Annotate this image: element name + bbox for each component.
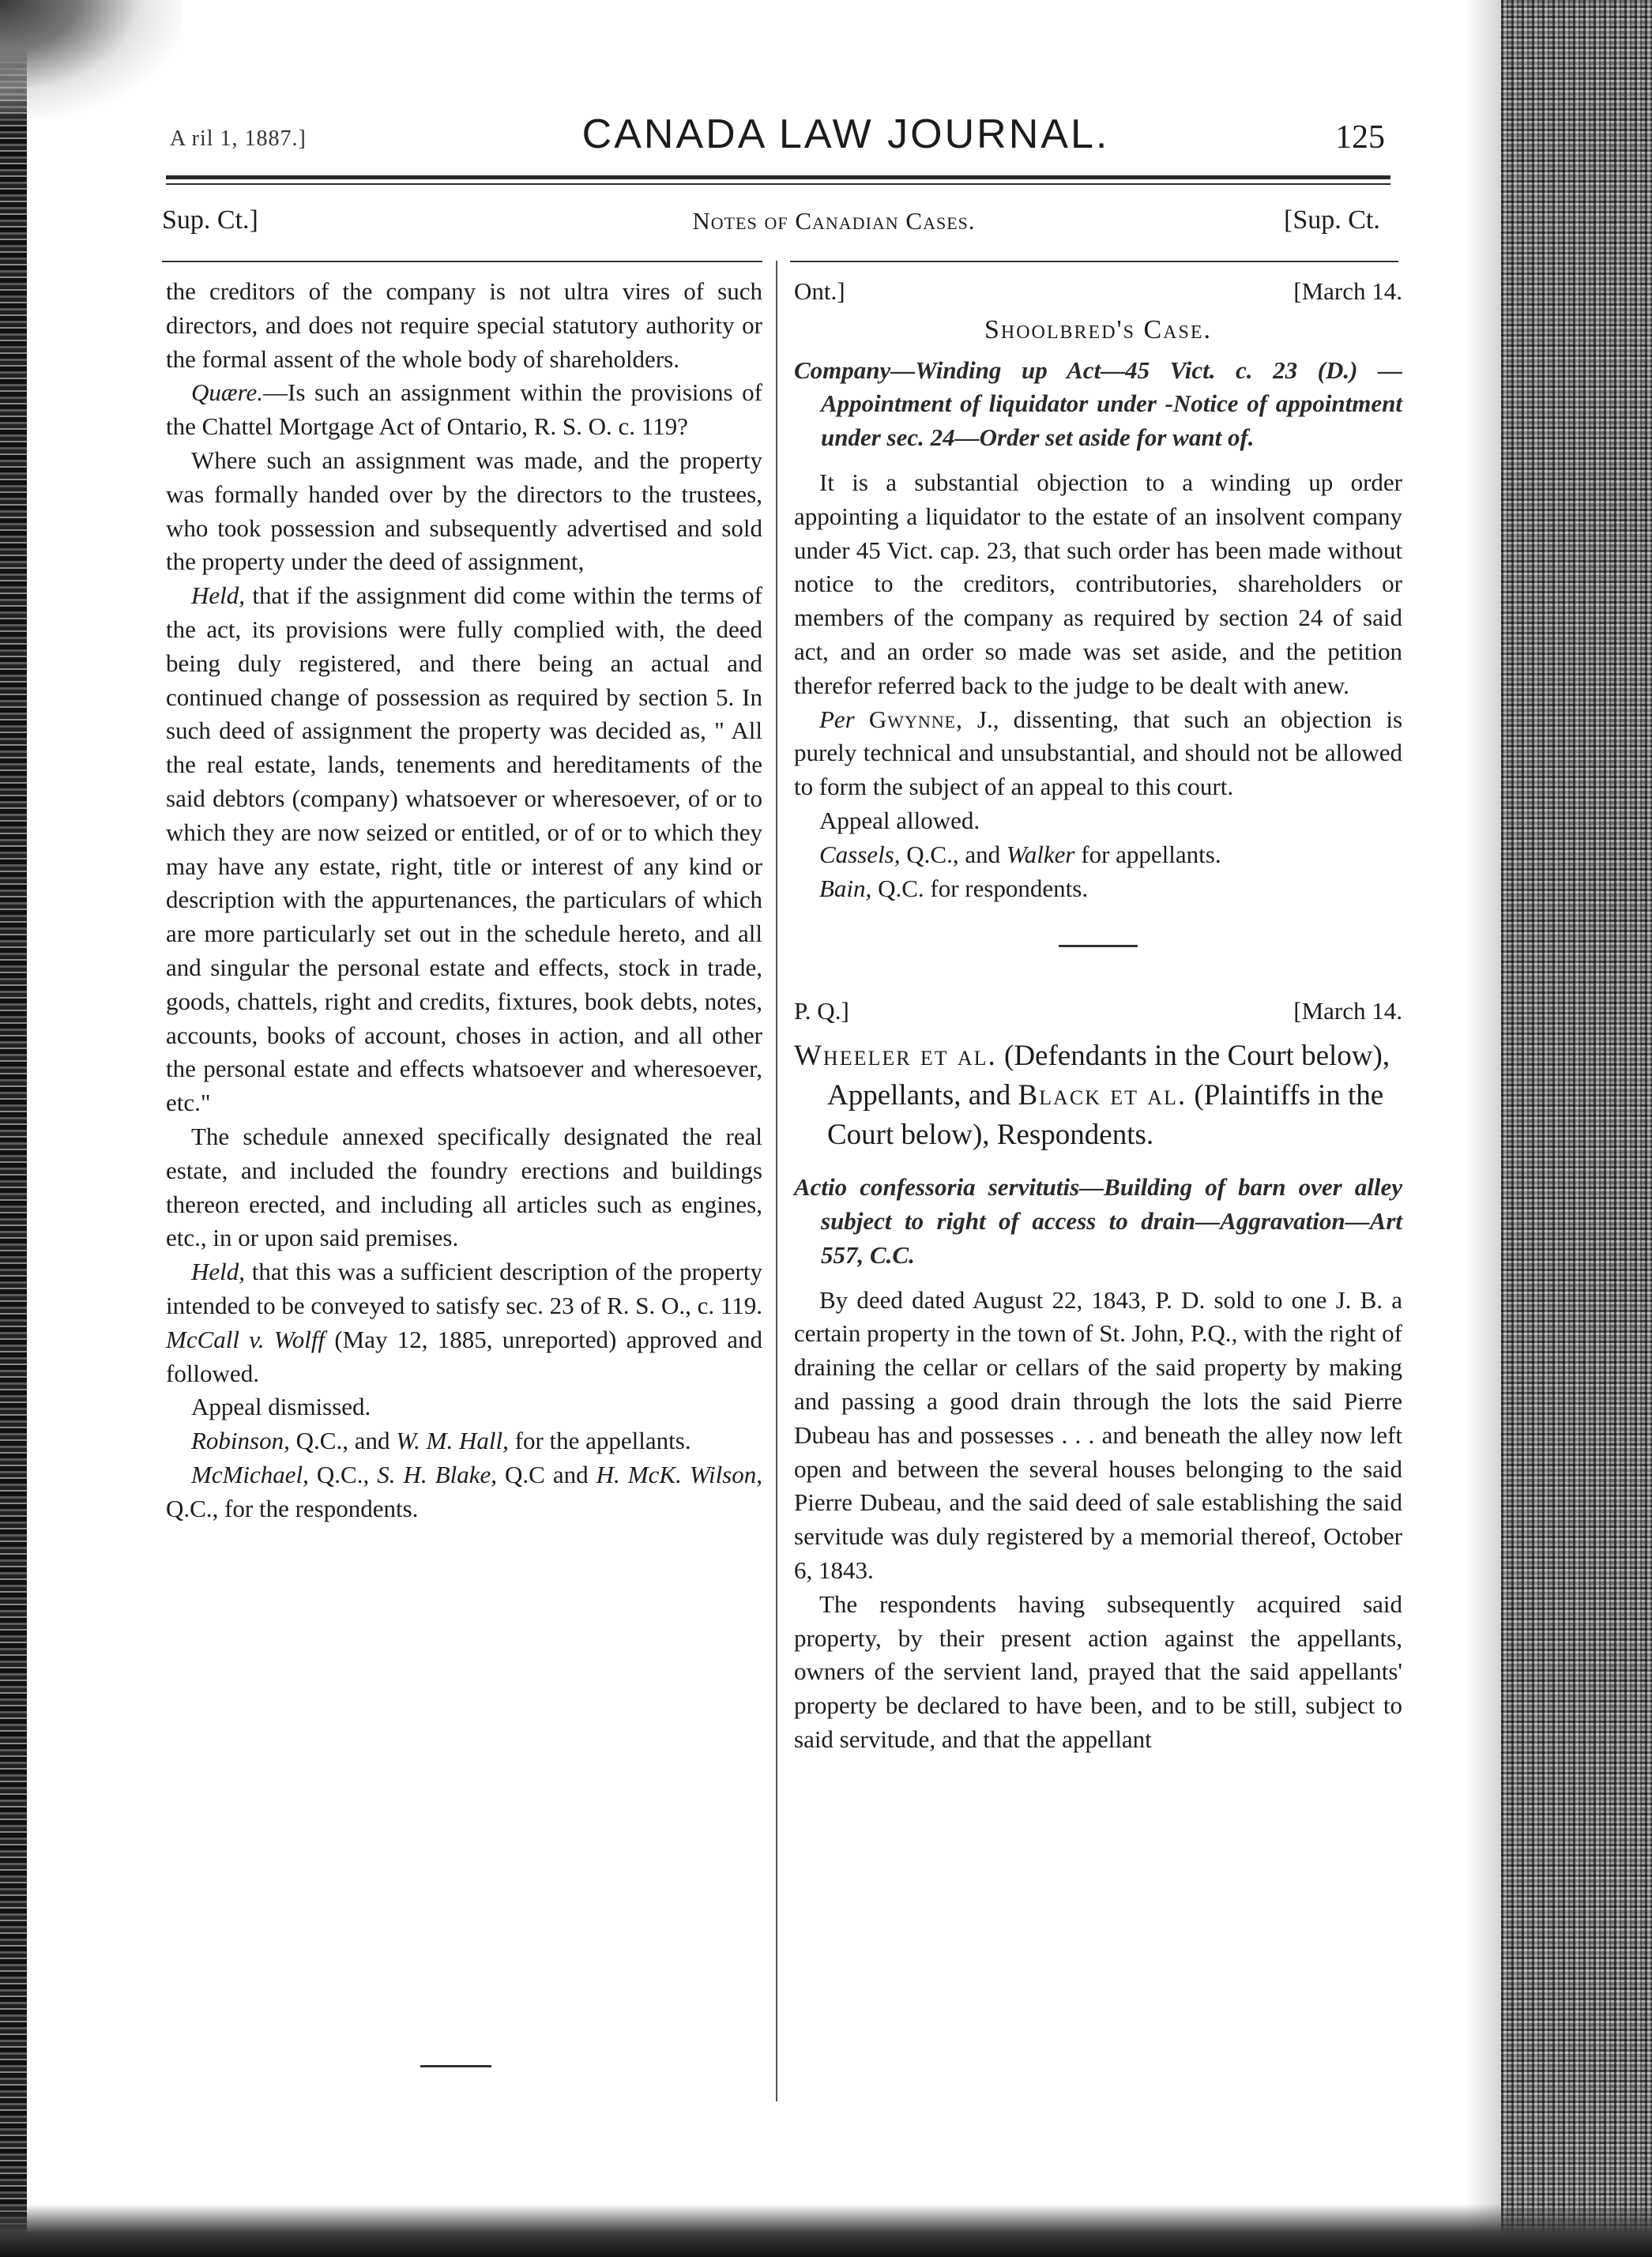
case-parties <box>794 1036 1402 1155</box>
right-column <box>794 275 1402 1757</box>
counsel-name: McMichael, <box>191 1460 309 1488</box>
paragraph-text: (May 12, 1885, unreported) approved and followed. <box>166 1325 762 1387</box>
paragraph <box>166 275 762 376</box>
counsel-name: Robinson, <box>191 1427 290 1455</box>
case-court-line <box>794 995 1402 1029</box>
paragraph-text: By deed dated August 22, 1843, P. D. sold to one J. B. a certain property in the town of St. John, P.Q., with the right of draining the cellar or cellars of the said property by making and passing a good drain through the lots the said Pierre Dubeau has and possesses . . . and beneath the alley now left open and between the several houses belonging to the said Pierre Dubeau, and the said deed of sale establishing the said servitude was duly registered by a memorial thereof, October 6, 1843. <box>794 1285 1402 1584</box>
counsel-line <box>166 1458 762 1526</box>
counsel-name: Walker <box>1006 840 1075 868</box>
scan-corner-smudge <box>0 0 182 118</box>
judge-name: Gwynne, <box>868 705 963 733</box>
counsel-text: Q.C., and <box>900 840 1007 868</box>
paragraph <box>166 1120 762 1255</box>
counsel-text: Q.C and <box>497 1460 596 1488</box>
paragraph-text: It is a substantial objection to a winding up order appointing a liquidator to the estate of an insolvent company under 45 Vict. cap. 23, that such order has been made without notice to the creditors, contributories, shareholders or members of the company as required by section 24 of said act, and an order so made was set aside, and the petition therefor referred back to the judge to be dealt with anew. <box>794 468 1402 699</box>
counsel-name: Bain, <box>819 874 872 902</box>
running-head-left: Sup. Ct.] <box>162 205 258 235</box>
case-date: [March 14. <box>1293 277 1402 305</box>
counsel-line <box>166 1424 762 1458</box>
case-court-line <box>794 275 1402 309</box>
paragraph <box>794 1284 1402 1588</box>
party-name: Black et al. <box>1018 1079 1187 1112</box>
counsel-text: Q.C., and <box>289 1427 397 1455</box>
paragraph <box>166 444 762 579</box>
disposition-text: Appeal allowed. <box>819 806 980 834</box>
counsel-text: Q.C. for respondents. <box>871 874 1089 902</box>
counsel-name: S. H. Blake, <box>377 1460 498 1488</box>
counsel-text: for appellants. <box>1074 840 1221 868</box>
held-label: Held, <box>191 581 246 610</box>
case-headnote: Actio confessoria servitutis—Building of barn over alley subject to right of access to drain—Aggravation—Art 557, C.C. <box>794 1173 1402 1269</box>
paragraph-text: that if the assignment did come within the terms of the act, its provisions were fully complied with, the deed being duly registered, and there being an actual and continued change of possession as required by section 5. In such deed of assignment the property was decided as, " All the real estate, lands, tenements and hereditaments of the said debtors (company) whatsoever or wheresoever, of or to which they are now seized or entitled, or of or to which they may have any estate, right, title or interest of any kind or description with the appurtenances, the particulars of which are more particularly set out in the schedule hereto, and all and singular the personal estate and effects, stock in trade, goods, chattels, right and credits, fixtures, book debts, notes, accounts, books of account, choses in action, and all other the personal estate and effects whatsoever and wheresoever, etc." <box>166 581 762 1117</box>
journal-title: CANADA LAW JOURNAL. <box>581 111 1110 157</box>
paragraph <box>166 579 762 1120</box>
disposition <box>166 1390 762 1424</box>
column-rule-right <box>790 261 1398 262</box>
case-date: [March 14. <box>1293 997 1402 1025</box>
counsel-line <box>794 872 1402 906</box>
counsel-name: H. McK. Wilson, <box>596 1460 762 1488</box>
page-number: 125 <box>1335 119 1385 156</box>
scan-edge-left <box>0 0 27 2257</box>
held-label: Held, <box>191 1258 246 1286</box>
case-headnote: Company—Winding up Act—45 Vict. c. 23 (D.) —Appointment of liquidator under -Notice of appointment under sec. 24—Order set aside for want of. <box>794 355 1402 452</box>
paragraph-text: J., dissenting, that such an objection is purely technical and unsubstantial, and should not be allowed to form the subject of an appeal to this court. <box>794 705 1403 801</box>
paragraph <box>166 376 762 444</box>
running-head-right: [Sup. Ct. <box>1284 205 1380 235</box>
running-head-center: Notes of Canadian Cases. <box>692 207 976 235</box>
case-citation: McCall v. Wolff <box>166 1325 326 1353</box>
paragraph <box>794 466 1402 703</box>
counsel-text: Q.C., for the respondents. <box>166 1494 419 1522</box>
paragraph-text: Where such an assignment was made, and the property was formally handed over by the directors to the trustees, who took possession and subsequently advertised and sold the property under the deed of assignment, <box>166 446 762 576</box>
column-rule-left <box>162 261 762 262</box>
counsel-name: W. M. Hall, <box>396 1427 509 1455</box>
disposition <box>794 804 1402 838</box>
paragraph <box>166 1255 762 1390</box>
column-divider <box>776 261 777 2101</box>
counsel-name: Cassels, <box>819 840 901 868</box>
paragraph-text: the creditors of the company is not ultra vires of such directors, and does not require special statutory authority or the formal assent of the whole body of shareholders. <box>166 277 762 373</box>
disposition-text: Appeal dismissed. <box>191 1393 371 1421</box>
counsel-line <box>794 838 1402 872</box>
scan-edge-right <box>1501 0 1652 2257</box>
paragraph-text: that this was a sufficient description of the property intended to be conveyed to satisfy sec. 23 of R. S. O., c. 119. <box>166 1258 762 1319</box>
counsel-text: for the appellants. <box>508 1427 691 1455</box>
parties-text: (Defendants in the Court below), Appellants, and <box>827 1040 1390 1112</box>
case-court: P. Q.] <box>794 997 849 1025</box>
paragraph-text: —Is such an assignment within the provisions of the Chattel Mortgage Act of Ontario, R. S. O. c. 119? <box>166 378 762 441</box>
header-rule-thin <box>166 183 1390 185</box>
party-name: Wheeler et al. <box>794 1040 997 1073</box>
section-separator <box>420 2065 491 2067</box>
paragraph-text: The schedule annexed specifically designated the real estate, and included the foundry erections and buildings thereon erected, and including all articles such as engines, etc., in or upon said premises. <box>166 1122 762 1252</box>
left-column <box>166 275 762 1525</box>
section-separator <box>1059 945 1138 947</box>
scan-edge-bottom <box>0 2204 1652 2257</box>
paragraph-text: The respondents having subsequently acquired said property, by their present action against the appellants, owners of the servient land, prayed that the said appellants' property be declared to have been, and to be still, subject to said servitude, and that the appellant <box>794 1589 1402 1753</box>
counsel-text: Q.C., <box>308 1460 378 1488</box>
header-rule-thick <box>166 175 1390 179</box>
quaere-label: Quære. <box>191 378 263 407</box>
paragraph <box>794 703 1402 804</box>
per-label: Per <box>819 705 855 733</box>
case-court: Ont.] <box>794 277 845 305</box>
parties-text: (Plaintiffs in the Court below), Respondents. <box>827 1079 1384 1152</box>
header-date: A ril 1, 1887.] <box>170 126 307 151</box>
case-title: Shoolbred's Case. <box>984 314 1213 344</box>
paragraph <box>794 1588 1402 1757</box>
